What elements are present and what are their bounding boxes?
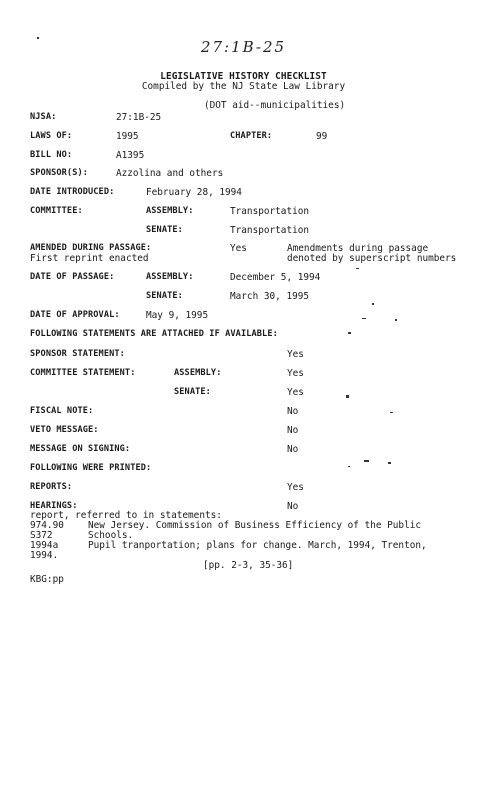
njsa-value: 27:1B-25 xyxy=(116,112,162,123)
amended-label: AMENDED DURING PASSAGE: xyxy=(30,243,152,253)
amended-note-2: denoted by superscript numbers xyxy=(287,253,457,264)
committee-label: COMMITTEE: xyxy=(30,206,83,216)
chapter-label: CHAPTER: xyxy=(230,131,273,141)
sponsor-statement-label: SPONSOR STATEMENT: xyxy=(30,349,125,359)
citation-line-3: Pupil tranportation; plans for change. March, 1994, Trenton, xyxy=(88,540,427,551)
citation-line-2: Schools. xyxy=(88,530,134,541)
committee-assembly-label: ASSEMBLY: xyxy=(146,206,194,216)
sponsor-statement-value: Yes xyxy=(287,349,304,360)
fiscal-note-value: No xyxy=(287,406,299,417)
veto-message-value: No xyxy=(287,425,299,436)
citation-line-4: 1994. xyxy=(30,550,59,561)
amended-value: Yes xyxy=(230,243,247,254)
scan-speck xyxy=(356,268,359,269)
njsa-label: NJSA: xyxy=(30,112,57,122)
fiscal-note-label: FISCAL NOTE: xyxy=(30,406,94,416)
citation-call-2: S372 xyxy=(30,530,53,541)
page-subtitle: Compiled by the NJ State Law Library xyxy=(141,81,346,92)
amended-note-1: Amendments during passage xyxy=(287,243,429,254)
committee-senate-label: SENATE: xyxy=(146,225,183,235)
passage-senate-value: March 30, 1995 xyxy=(230,291,310,302)
scan-speck xyxy=(362,318,366,319)
amended-subnote: First reprint enacted xyxy=(30,253,149,264)
scan-speck xyxy=(364,460,369,462)
page-title: LEGISLATIVE HISTORY CHECKLIST xyxy=(160,71,327,82)
committee-assembly-value: Transportation xyxy=(230,206,310,217)
scan-speck xyxy=(348,466,350,467)
reports-value: Yes xyxy=(287,482,304,493)
scan-speck xyxy=(395,319,397,321)
date-introduced-value: February 28, 1994 xyxy=(146,187,242,198)
bill-no-label: BILL NO: xyxy=(30,150,73,160)
scan-speck xyxy=(346,395,349,398)
topic: (DOT aid--municipalities) xyxy=(204,100,346,111)
sponsors-label: SPONSOR(S): xyxy=(30,168,89,178)
approval-value: May 9, 1995 xyxy=(146,310,209,321)
veto-message-label: VETO MESSAGE: xyxy=(30,425,99,435)
reports-label: REPORTS: xyxy=(30,482,73,492)
printed-heading: FOLLOWING WERE PRINTED: xyxy=(30,463,152,473)
laws-of-label: LAWS OF: xyxy=(30,131,73,141)
date-introduced-label: DATE INTRODUCED: xyxy=(30,187,115,197)
page-reference: [pp. 2-3, 35-36] xyxy=(203,560,294,571)
initials: KBG:pp xyxy=(30,574,64,585)
message-on-signing-label: MESSAGE ON SIGNING: xyxy=(30,444,131,454)
bill-no-value: A1395 xyxy=(116,150,145,161)
scan-speck xyxy=(37,37,39,39)
passage-assembly-value: December 5, 1994 xyxy=(230,272,321,283)
handwritten-code: 27:1B-25 xyxy=(200,38,287,56)
hearings-value: No xyxy=(287,501,299,512)
passage-label: DATE OF PASSAGE: xyxy=(30,272,115,282)
citation-call-1: 974.90 xyxy=(30,520,64,531)
passage-senate-label: SENATE: xyxy=(146,291,183,301)
committee-statement-label: COMMITTEE STATEMENT: xyxy=(30,368,136,378)
citation-line-1: New Jersey. Commission of Business Efficiency of the Public xyxy=(88,520,422,531)
chapter-value: 99 xyxy=(316,131,328,142)
committee-statement-senate-label: SENATE: xyxy=(174,387,211,397)
approval-label: DATE OF APPROVAL: xyxy=(30,310,120,320)
committee-statement-assembly-label: ASSEMBLY: xyxy=(174,368,222,378)
committee-statement-assembly-value: Yes xyxy=(287,368,304,379)
sponsors-value: Azzolina and others xyxy=(116,168,224,179)
scan-speck xyxy=(388,462,391,464)
scan-speck xyxy=(390,412,393,413)
passage-assembly-label: ASSEMBLY: xyxy=(146,272,194,282)
statements-heading: FOLLOWING STATEMENTS ARE ATTACHED IF AVAILABLE: xyxy=(30,329,278,339)
laws-of-value: 1995 xyxy=(116,131,139,142)
scan-speck xyxy=(372,303,374,305)
message-on-signing-value: No xyxy=(287,444,299,455)
hearings-label: HEARINGS: xyxy=(30,501,78,511)
committee-statement-senate-value: Yes xyxy=(287,387,304,398)
citation-call-3: 1994a xyxy=(30,540,59,551)
scan-speck xyxy=(348,332,351,334)
committee-senate-value: Transportation xyxy=(230,225,310,236)
report-note: report, referred to in statements: xyxy=(30,510,222,521)
